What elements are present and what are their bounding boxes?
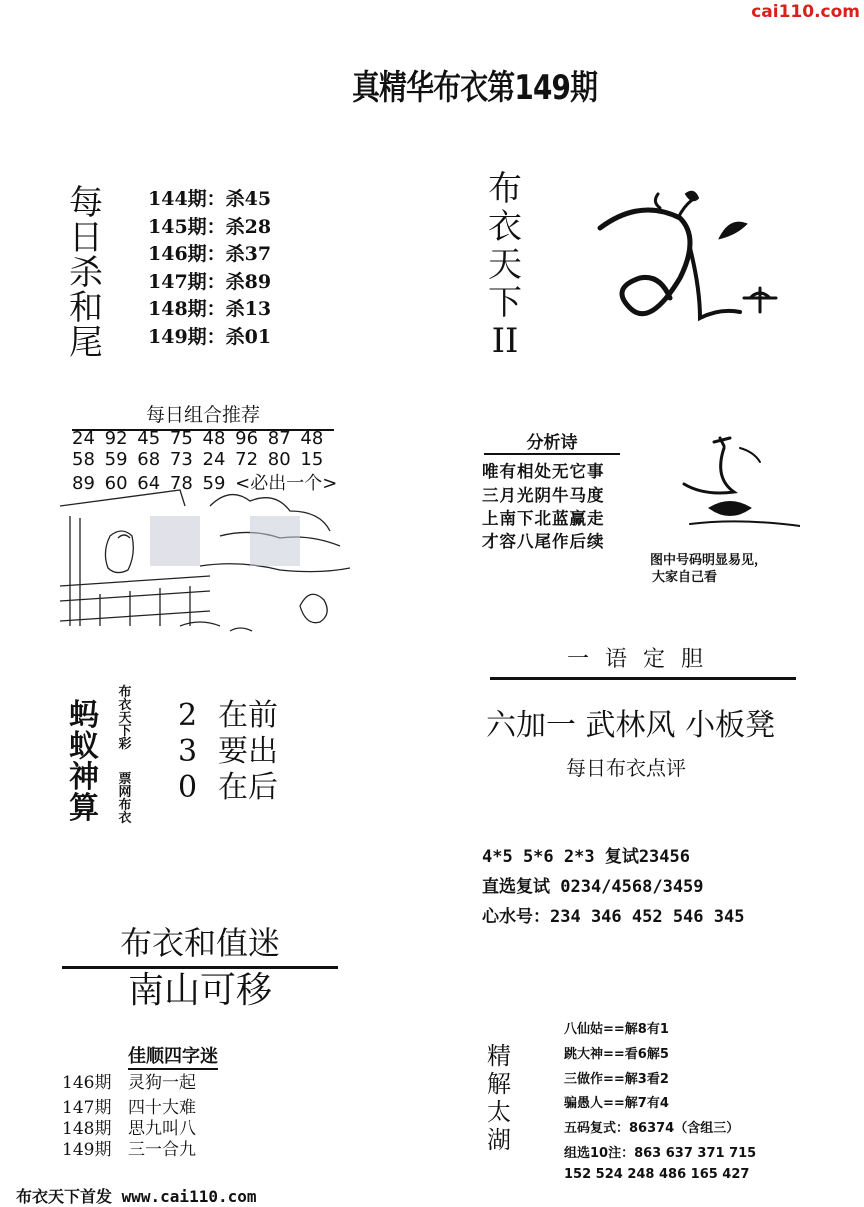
site-logo: cai110.com: [751, 2, 860, 22]
ant-side-text: 布 衣 天 下 彩 票 网 布 衣: [118, 685, 132, 826]
list-item: 148期：杀13: [148, 298, 272, 320]
four-char-row: 146期 灵狗一起: [62, 1073, 196, 1093]
one-say-slogan: 六加一 武林风 小板凳: [486, 708, 776, 743]
sum-riddle-answer: 南山可移: [127, 970, 272, 1011]
poem-note: 图中号码明显易见， 大家自己看: [650, 553, 768, 585]
list-item: 146期：杀37: [148, 243, 272, 265]
hint-line: 五码复式：86374（含组三）: [564, 1121, 740, 1136]
hint-line: 骗愚人==解7有4: [564, 1096, 669, 1111]
pavilion-illustration: [60, 476, 350, 646]
page-title: 真精华布衣第149期: [352, 68, 598, 108]
plant-drawing: [650, 428, 800, 548]
hint-line: 三做作==解3看2: [564, 1072, 669, 1087]
review-line: 4*5 5*6 2*3 复试23456: [482, 847, 690, 867]
list-item: 149期：杀01: [148, 325, 272, 348]
hint-line: 组选10注：863 637 371 715: [564, 1146, 757, 1161]
daily-kill-label: 每 日 杀 和 尾: [69, 183, 103, 363]
combo-row: 89 60 64 78 59 <必出一个>: [72, 473, 338, 494]
poem-line: 上南下北蓝赢走: [482, 509, 605, 528]
poem-line: 才容八尾作后续: [482, 532, 605, 551]
review-line: 心水号：234 346 452 546 345: [482, 907, 745, 927]
four-char-row: 148期 思九叫八: [62, 1119, 196, 1139]
hint-line: 跳大神==看6解5: [564, 1047, 669, 1062]
review-title: 每日布衣点评: [566, 756, 686, 780]
list-item: 145期：杀28: [148, 215, 272, 238]
list-item: 147期：杀89: [148, 270, 272, 293]
poem-line: 唯有相处无它事: [482, 462, 605, 481]
one-say-title: 一语定胆: [490, 642, 796, 680]
poem-line: 三月光阴牛马度: [482, 486, 605, 505]
hint-line: 152 524 248 486 165 427: [564, 1167, 750, 1182]
sum-riddle-title: 布衣和值迷: [62, 918, 338, 969]
ant-row: 3 要出: [178, 734, 278, 769]
daily-kill-list: [148, 186, 271, 351]
sprout-drawing: [560, 178, 810, 348]
list-item: 144期：杀45: [148, 188, 272, 210]
poem-title: 分析诗: [484, 428, 620, 455]
four-char-title: 佳顺四字迷: [128, 1042, 218, 1070]
combo-row: 24 92 45 75 48 96 87 48: [72, 428, 324, 449]
ant-row: 2 在前: [178, 698, 278, 733]
review-line: 直选复试 0234/4568/3459: [482, 877, 704, 897]
jingjie-label: 精 解 太 湖: [487, 1042, 511, 1154]
ant-calc-label: 蚂 蚁 神 算: [69, 698, 99, 826]
ant-row: 0 在后: [178, 770, 278, 805]
four-char-row: 147期 四十大难: [62, 1098, 196, 1118]
combo-row: 58 59 68 73 24 72 80 15: [72, 449, 324, 470]
four-char-row: 149期 三一合九: [62, 1140, 196, 1160]
butian-label: 布 衣 天 下 II: [488, 169, 522, 361]
combo-title: 每日组合推荐: [72, 400, 334, 431]
hint-line: 八仙姑==解8有1: [564, 1022, 669, 1037]
footer-credit: 布衣天下首发 www.cai110.com: [16, 1187, 257, 1206]
